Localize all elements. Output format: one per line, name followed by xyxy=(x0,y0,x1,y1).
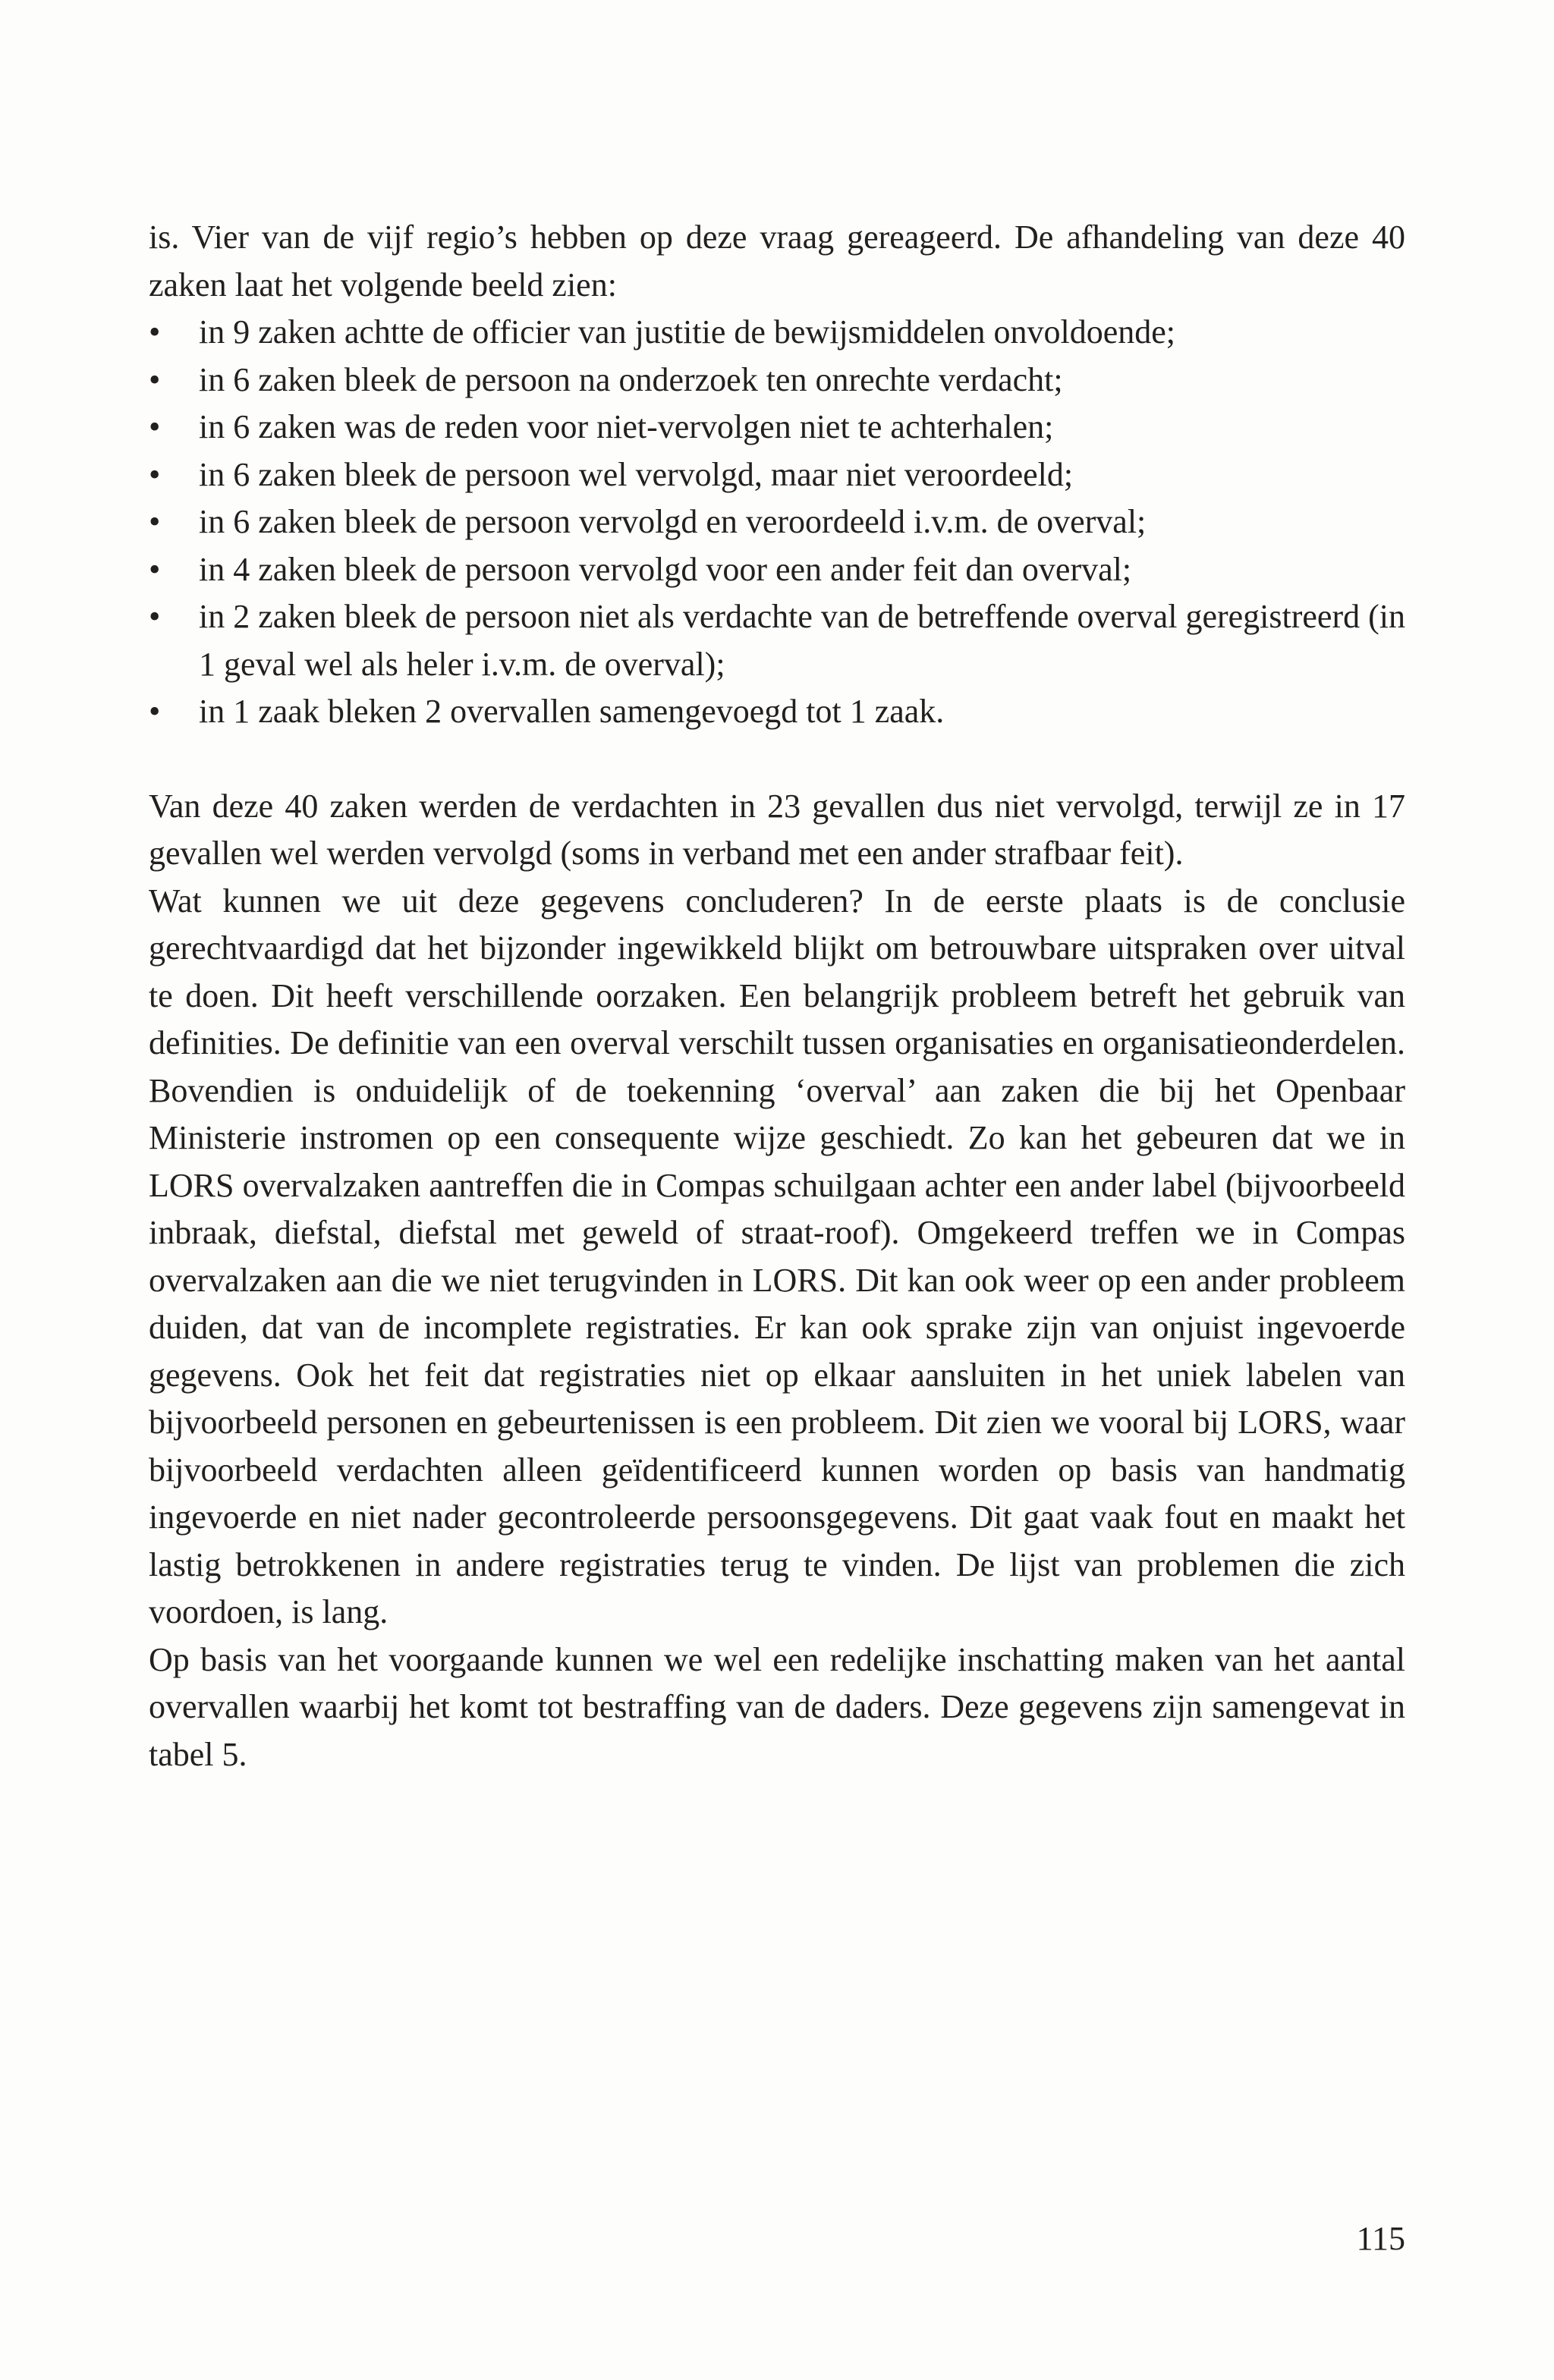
body-paragraph: Wat kunnen we uit deze gegevens concluderen? In de eerste plaats is de conclusie gerechtvaardigd dat het bijzonder ingewikkeld blijkt om betrouwbare uitspraken over uitval te doen. Dit heeft verschillende oorzaken. Een belangrijk probleem betreft het gebruik van definities. De definitie van een overval verschilt tussen organisaties en organisatieonderdelen. Bovendien is onduidelijk of de toekenning ‘overval’ aan zaken die bij het Openbaar Ministerie instromen op een consequente wijze geschiedt. Zo kan het gebeuren dat we in LORS overvalzaken aantreffen die in Compas schuilgaan achter een ander label (bijvoorbeeld inbraak, diefstal, diefstal met geweld of straat-roof). Omgekeerd treffen we in Compas overvalzaken aan die we niet terugvinden in LORS. Dit kan ook weer op een ander probleem duiden, dat van de incomplete registraties. Er kan ook sprake zijn van onjuist ingevoerde gegevens. Ook het feit dat registraties niet op elkaar aansluiten in het uniek labelen van bijvoorbeeld personen en gebeurtenissen is een probleem. Dit zien we vooral bij LORS, waar bijvoorbeeld verdachten alleen geïdentificeerd kunnen worden op basis van handmatig ingevoerde en niet nader gecontroleerde persoonsgegevens. Dit gaat vaak fout en maakt het lastig betrokkenen in andere registraties terug te vinden. De lijst van problemen die zich voordoen, is lang. xyxy=(149,882,1405,1630)
intro-paragraph: is. Vier van de vijf regio’s hebben op deze vraag gereageerd. De afhandeling van deze 40 zaken laat het volgende beeld zien: xyxy=(149,219,1405,303)
body-paragraph: Op basis van het voorgaande kunnen we wel een redelijke inschatting maken van het aantal overvallen waarbij het komt tot bestraffing van de daders. Deze gegevens zijn samengevat in tabel 5. xyxy=(149,1640,1405,1773)
bullet-icon: • xyxy=(149,455,161,493)
list-item-text: in 6 zaken was de reden voor niet-vervolgen niet te achterhalen; xyxy=(199,408,1054,445)
list-item-text: in 9 zaken achtte de officier van justitie de bewijsmiddelen onvoldoende; xyxy=(199,313,1175,351)
list-item-text: in 6 zaken bleek de persoon vervolgd en veroordeeld i.v.m. de overval; xyxy=(199,503,1147,540)
list-item-text: in 6 zaken bleek de persoon na onderzoek ten onrechte verdacht; xyxy=(199,360,1063,398)
list-item xyxy=(149,688,1405,736)
bullet-icon: • xyxy=(149,503,161,540)
bullet-icon: • xyxy=(149,408,161,445)
bullet-icon: • xyxy=(149,313,161,351)
list-item xyxy=(149,309,1405,357)
list-item-text: in 6 zaken bleek de persoon wel vervolgd, maar niet veroordeeld; xyxy=(199,455,1074,493)
body-paragraph: Van deze 40 zaken werden de verdachten in 23 gevallen dus niet vervolgd, terwijl ze in 17 gevallen wel werden vervolgd (soms in verband met een ander strafbaar feit). xyxy=(149,787,1405,872)
page-body xyxy=(149,214,1405,1778)
bullet-list xyxy=(149,309,1405,736)
bullet-icon: • xyxy=(149,693,161,730)
list-item-text: in 4 zaken bleek de persoon vervolgd voor een ander feit dan overval; xyxy=(199,550,1132,588)
list-item xyxy=(149,451,1405,499)
list-item xyxy=(149,498,1405,546)
list-item xyxy=(149,593,1405,688)
list-item xyxy=(149,404,1405,451)
bullet-icon: • xyxy=(149,550,161,588)
list-item-text: in 1 zaak bleken 2 overvallen samengevoegd tot 1 zaak. xyxy=(199,693,945,730)
bullet-icon: • xyxy=(149,360,161,398)
bullet-icon: • xyxy=(149,598,161,635)
list-item-text: in 2 zaken bleek de persoon niet als verdachte van de betreffende overval geregistreerd (in 1 geval wel als heler i.v.m. de overval); xyxy=(199,598,1405,683)
list-item xyxy=(149,546,1405,594)
page-number: 115 xyxy=(1356,2220,1405,2257)
paragraph-spacer xyxy=(149,736,1405,783)
list-item xyxy=(149,357,1405,404)
